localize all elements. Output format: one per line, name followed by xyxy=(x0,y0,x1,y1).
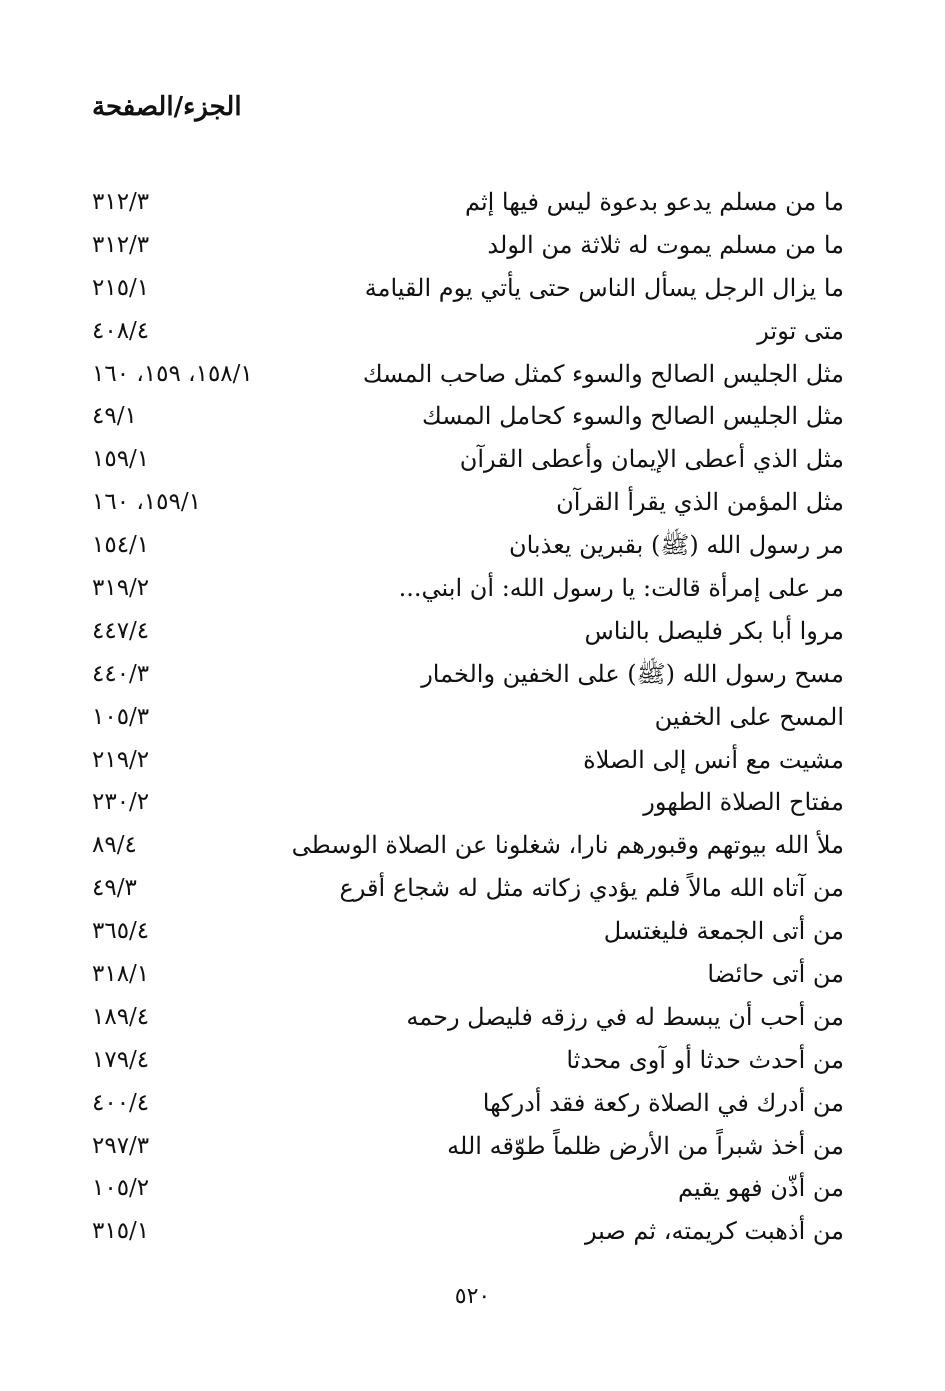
entry-text: مر رسول الله (ﷺ) بقبرين يعذبان xyxy=(508,531,844,560)
entry-text: مر على إمرأة قالت: يا رسول الله: أن ابني... xyxy=(398,574,844,603)
entry-text: مثل المؤمن الذي يقرأ القرآن xyxy=(556,488,844,517)
index-entry xyxy=(92,1082,844,1125)
entry-reference: ١٥٤/١ xyxy=(92,532,150,559)
entry-reference: ٨٩/٤ xyxy=(92,832,137,859)
index-entry xyxy=(92,353,844,396)
entry-reference: ٤٩/١ xyxy=(92,403,137,430)
entry-reference: ١٠٥/٢ xyxy=(92,1175,150,1202)
entry-text: مروا أبا بكر فليصل بالناس xyxy=(584,616,844,645)
index-entry xyxy=(92,781,844,824)
index-entry xyxy=(92,181,844,224)
entry-text: من آتاه الله مالاً فلم يؤدي زكاته مثل له شجاع أقرع xyxy=(339,874,844,903)
entry-text: ما من مسلم يدعو بدعوة ليس فيها إثم xyxy=(464,188,844,216)
entry-text: مثل الجليس الصالح والسوء كحامل المسك xyxy=(421,402,844,431)
entry-text: من أحب أن يبسط له في رزقه فليصل رحمه xyxy=(406,1002,844,1031)
entry-text: مشيت مع أنس إلى الصلاة xyxy=(583,745,844,774)
entry-text: مثل الجليس الصالح والسوء كمثل صاحب المسك xyxy=(362,359,844,388)
entry-reference: ٣١٩/٢ xyxy=(92,575,150,602)
index-entry xyxy=(92,524,844,567)
index-entry xyxy=(92,653,844,696)
entry-reference: ١٥٩/١، ١٦٠ xyxy=(92,489,201,516)
index-entry xyxy=(92,867,844,910)
entry-reference: ٤٩/٣ xyxy=(92,875,137,902)
index-entry xyxy=(92,1210,844,1253)
entry-reference: ٢٣٠/٢ xyxy=(92,789,150,816)
index-entry xyxy=(92,1125,844,1168)
index-entry xyxy=(92,953,844,996)
entry-text: من أدرك في الصلاة ركعة فقد أدركها xyxy=(482,1088,844,1117)
entry-reference: ٤٤٠/٣ xyxy=(92,660,150,687)
index-entry xyxy=(92,1167,844,1210)
entry-text: من أتى الجمعة فليغتسل xyxy=(603,917,844,946)
index-entry xyxy=(92,696,844,739)
entry-text: من أحدث حدثا أو آوى محدثا xyxy=(566,1045,844,1074)
index-entry xyxy=(92,310,844,353)
entry-reference: ٣١٢/٣ xyxy=(92,189,150,215)
entry-text: مسح رسول الله (ﷺ) على الخفين والخمار xyxy=(421,659,844,688)
index-entry xyxy=(92,224,844,267)
entry-reference: ١٥٩/١ xyxy=(92,446,150,473)
entry-reference: ٤٠٨/٤ xyxy=(92,317,150,344)
index-entry xyxy=(92,996,844,1039)
entry-reference: ٤٠٠/٤ xyxy=(92,1089,150,1116)
index-entry xyxy=(92,267,844,310)
index-entry xyxy=(92,610,844,653)
index-entry xyxy=(92,739,844,782)
entry-reference: ١٥٨/١، ١٥٩، ١٦٠ xyxy=(92,360,253,387)
index-entry xyxy=(92,481,844,524)
entry-text: ما من مسلم يموت له ثلاثة من الولد xyxy=(487,230,844,259)
index-entry xyxy=(92,438,844,481)
entry-reference: ٢١٥/١ xyxy=(92,274,150,301)
entry-reference: ٣١٥/١ xyxy=(92,1218,150,1245)
entry-text: من أذهبت كريمته، ثم صبر xyxy=(584,1217,844,1246)
entry-reference: ٣١٢/٣ xyxy=(92,231,150,258)
entry-reference: ١٨٩/٤ xyxy=(92,1003,150,1030)
entry-text: متى توتر xyxy=(757,316,844,345)
entry-reference: ٤٤٧/٤ xyxy=(92,617,150,644)
entry-reference: ٣٦٥/٤ xyxy=(92,918,150,945)
index-entry xyxy=(92,1039,844,1082)
index-entries xyxy=(92,181,844,1253)
entry-text: المسح على الخفين xyxy=(654,702,844,731)
entry-reference: ٣١٨/١ xyxy=(92,961,150,988)
column-header: الجزء/الصفحة xyxy=(92,92,242,122)
index-entry xyxy=(92,567,844,610)
entry-text: مفتاح الصلاة الطهور xyxy=(643,788,844,817)
entry-text: من أذّن فهو يقيم xyxy=(678,1174,844,1203)
page-number: ٥٢٠ xyxy=(454,1284,491,1309)
entry-reference: ٢١٩/٢ xyxy=(92,746,150,773)
entry-reference: ١٠٥/٣ xyxy=(92,703,150,730)
entry-reference: ١٧٩/٤ xyxy=(92,1046,150,1073)
index-entry xyxy=(92,395,844,438)
entry-text: مثل الذي أعطى الإيمان وأعطى القرآن xyxy=(459,445,844,474)
index-entry xyxy=(92,910,844,953)
entry-text: من أخذ شبراً من الأرض ظلماً طوّقه الله xyxy=(447,1131,844,1160)
entry-text: من أتى حائضا xyxy=(707,960,844,989)
entry-text: ما يزال الرجل يسأل الناس حتى يأتي يوم القيامة xyxy=(364,273,844,302)
index-entry xyxy=(92,824,844,867)
entry-text: ملأ الله بيوتهم وقبورهم نارا، شغلونا عن الصلاة الوسطى xyxy=(291,831,844,860)
entry-reference: ٢٩٧/٣ xyxy=(92,1132,150,1159)
